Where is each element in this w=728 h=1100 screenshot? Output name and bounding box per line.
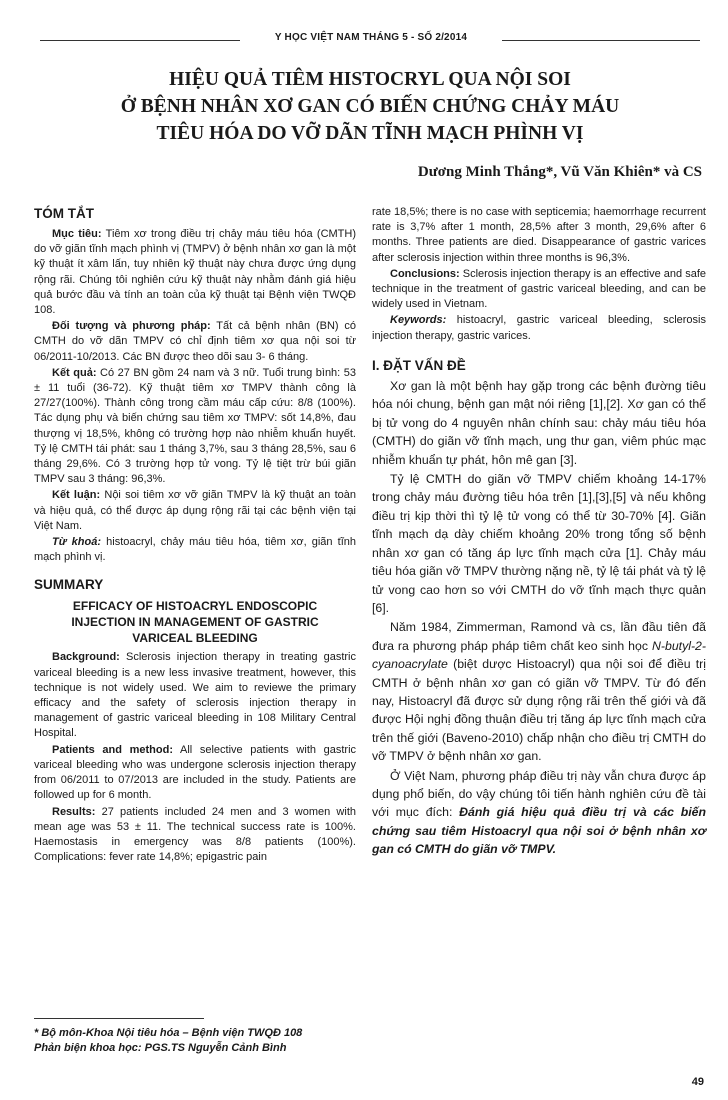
footnote-rule [34, 1018, 204, 1019]
conclusions-text: Sclerosis injection therapy is an effective and safe technique in the treatment of gastric variceal bleeding, and can be widely used in Vietnam. [372, 267, 707, 311]
summary-patients [34, 743, 356, 804]
title-line: TIÊU HÓA DO VỠ DÃN TĨNH MẠCH PHÌNH VỊ [156, 123, 584, 144]
article-title [60, 66, 680, 147]
summary-title [34, 598, 356, 646]
summary-results-text: 27 patients included 24 men and 3 women with mean age was 53 ± 11. The technical success rate is 100%. Haemostasis in emergency was 8/8 patients (100%). Complications: fever rate 14,8%; epigastric pain [34, 805, 356, 864]
results-label: Kết quả: [52, 366, 97, 379]
section-heading: I. ĐẶT VẤN ĐỀ [372, 357, 466, 373]
summary-continued [372, 205, 706, 344]
abstract-methods [34, 319, 356, 365]
study-aim: Đánh giá hiệu quả điều trị và các biến chứng sau tiêm Histoacryl qua nội soi ở bệnh nhân xơ gan có CMTH do giãn vỡ TMPV. [372, 805, 706, 857]
paragraph-part: (biệt dược Histoacryl) qua nội soi để điều trị CMTH ở bệnh nhân xơ gan có giãn vỡ TMPV. Từ đó đến nay, Histoacryl đã được sử dụng rộng rãi trên thế giới và đã được Hội nghị đồng thuận điều trị tăng áp lực tĩnh mạch cửa trên thế giới (Baveno-2010) chấp nhận cho điều trị CMTH do vỡ TMPV ở bệnh nhân xơ gan. [372, 657, 706, 764]
summary-keywords [372, 313, 706, 343]
page-number: 49 [691, 1076, 704, 1088]
abstract-objective [34, 227, 356, 318]
running-header [40, 30, 700, 50]
keywords-label: Từ khoá: [52, 536, 102, 549]
body-paragraph [372, 618, 706, 765]
body-paragraph: Xơ gan là một bệnh hay gặp trong các bệnh đường tiêu hóa nói chung, bệnh gan mật nói riêng [1],[2]. Xơ gan có thể bị tử vong do 4 nguyên nhân chính sau: chảy máu tiêu hóa (CMTH) do giãn vỡ tĩnh mạch, ung thư gan, viêm phúc mạc nhiễm khuẩn tự phát, hôn mê gan [3]. [372, 379, 706, 467]
right-column [372, 205, 706, 860]
summary-results-label: Results: [52, 805, 96, 818]
summary-keywords-text: histoacryl, gastric variceal bleeding, sclerosis injection therapy, gastric varices. [372, 314, 706, 342]
header-rule-right [502, 40, 700, 41]
abstract-heading: TÓM TẮT [34, 206, 94, 221]
conclusion-text: Nội soi tiêm xơ vỡ giãn TMPV là kỹ thuật an toàn và hiệu quả, có thể được áp dụng rộng rãi tại các bệnh viện tại Việt Nam. [34, 489, 356, 532]
authors: Dương Minh Thắng*, Vũ Văn Khiên* và CS [417, 164, 702, 180]
objective-label: Mục tiêu: [52, 228, 102, 240]
journal-name: Y HỌC VIỆT NAM THÁNG 5 - SỐ 2/2014 [274, 32, 468, 43]
summary-results [34, 805, 356, 866]
body-paragraph [372, 767, 706, 859]
summary-title-line: EFFICACY OF HISTOACRYL ENDOSCOPIC [72, 599, 318, 614]
patients-text: All selective patients with gastric variceal bleeding who was undergone sclerosis injection therapy from 06/2011 to 07/2013 are included in the study. Patients are followed up for 6 month. [34, 743, 357, 802]
background-text: Sclerosis injection therapy in treating gastric variceal bleeding is a new less invasive treatment, however, this technique is not widely used. We aim to reviewe the primary efficacy and the safety of sclerosis injection therapy in management of gastric variceal bleeding in 108 Military Central Hospital. [34, 651, 356, 740]
results-text: Có 27 BN gồm 24 nam và 3 nữ. Tuổi trung bình: 53 ± 11 tuổi (36-72). Kỹ thuật tiêm xơ TMPV thành công là 27/27(100%). Thành công trong cầm máu cấp cứu: 8/8 (100%). Tác dụng phụ và biến chứng sau tiêm xơ TMPV: sốt 14,8%, đau thượng vị 18,5%, không có trường hợp nào nhiễm khuẩn huyết. Tỷ lệ CMTH tái phát: sau 1 tháng 3,7%, sau 3 tháng 28,5%, sau 6 tháng 29,6%. Có 3 trường hợp tử vong. Tỷ lệ tiệt trừ búi giãn TMPV sau 3 tháng: 96,3%. [34, 366, 357, 486]
paragraph-part: Năm 1984, Zimmerman, Ramond và cs, lần đầu tiên đã đưa ra phương pháp pháp tiêm chất keo sinh học [372, 620, 706, 653]
conclusions-label: Conclusions: [390, 267, 460, 280]
conclusion-label: Kết luận: [52, 489, 101, 502]
drug-name: N-butyl-2-cyanoacrylate [372, 638, 706, 672]
abstract-conclusion [34, 488, 356, 534]
summary-conclusions [372, 267, 706, 313]
patients-label: Patients and method: [52, 743, 173, 756]
summary-heading: SUMMARY [34, 577, 104, 593]
objective-text: Tiêm xơ trong điều trị chảy máu tiêu hóa (CMTH) do vỡ giãn tĩnh mạch phình vị (TMPV) ở bệnh nhân xơ gan là một kỹ thuật ít xâm lấn, tuy nhiên kỹ thuật này chưa được ứng dụng rộng rãi. Chúng tôi nghiên cứu kỹ thuật này nhằm đánh giá hiệu quả bước đầu và tính an toàn của kỹ thuật tại Bệnh viện TWQĐ 108. [34, 228, 356, 317]
title-line: Ở BỆNH NHÂN XƠ GAN CÓ BIẾN CHỨNG CHẢY MÁU [120, 96, 620, 117]
summary-title-line: INJECTION IN MANAGEMENT OF GASTRIC [71, 615, 319, 630]
footnote-reviewer: Phản biện khoa học: PGS.TS Nguyễn Cảnh Bình [34, 1042, 287, 1054]
summary-keywords-label: Keywords: [390, 314, 447, 327]
header-rule-left [40, 40, 240, 41]
footnotes [34, 1026, 364, 1056]
title-line: HIỆU QUẢ TIÊM HISTOCRYL QUA NỘI SOI [169, 69, 571, 90]
summary-background [34, 650, 356, 741]
summary-title-line: VARICEAL BLEEDING [132, 631, 258, 646]
section-body [372, 377, 706, 859]
left-column [34, 205, 356, 866]
keywords-text: histoacryl, chảy máu tiêu hóa, tiêm xơ, giãn tĩnh mạch phình vị. [34, 536, 356, 564]
background-label: Background: [52, 651, 120, 664]
paragraph-part: Ở Việt Nam, phương pháp điều trị này vẫn chưa được áp dụng phổ biến, do vậy chúng tôi tiến hành nghiên cứu đề tài với mục đích: [372, 768, 706, 820]
abstract-keywords [34, 535, 356, 565]
methods-label: Đối tượng và phương pháp: [52, 320, 211, 333]
footnote-affiliation: * Bộ môn-Khoa Nội tiêu hóa – Bệnh viện TWQĐ 108 [34, 1027, 303, 1039]
summary-results-cont: rate 18,5%; there is no case with septicemia; haemorrhage recurrent rate is 3,7% after 1 month, 28,5% after 3 month, 29,6% after 6 months. Three patients are died. Disappearance of gastric varices after sclerosis injection within three months is 96,3%. [372, 206, 706, 264]
methods-text: Tất cả bệnh nhân (BN) có CMTH do vỡ dãn TMPV có chỉ định tiêm xơ qua nội soi từ 06/2011-10/2013. Các BN được theo dõi sau 3- 6 tháng. [34, 320, 356, 363]
body-paragraph: Tỷ lệ CMTH do giãn vỡ TMPV chiếm khoảng 14-17% trong chảy máu đường tiêu hóa trên [1],[3],[5] và nếu không điều trị kịp thời thì tỷ lệ tử vong có thể từ 30-70% [4]. Giãn tĩnh mạch dạ dày chiếm khoảng 20% trong tổng số bệnh nhân xơ gan có tăng áp lực tĩnh mạch cửa [1]. Chảy máu tiêu hóa giãn vỡ TMPV thường nặng nề, tỷ lệ tái phát và tỷ lệ tử vong cao hơn so với CMTH do vỡ tĩnh mạch thực quản [6]. [372, 472, 706, 615]
abstract-results [34, 366, 356, 488]
